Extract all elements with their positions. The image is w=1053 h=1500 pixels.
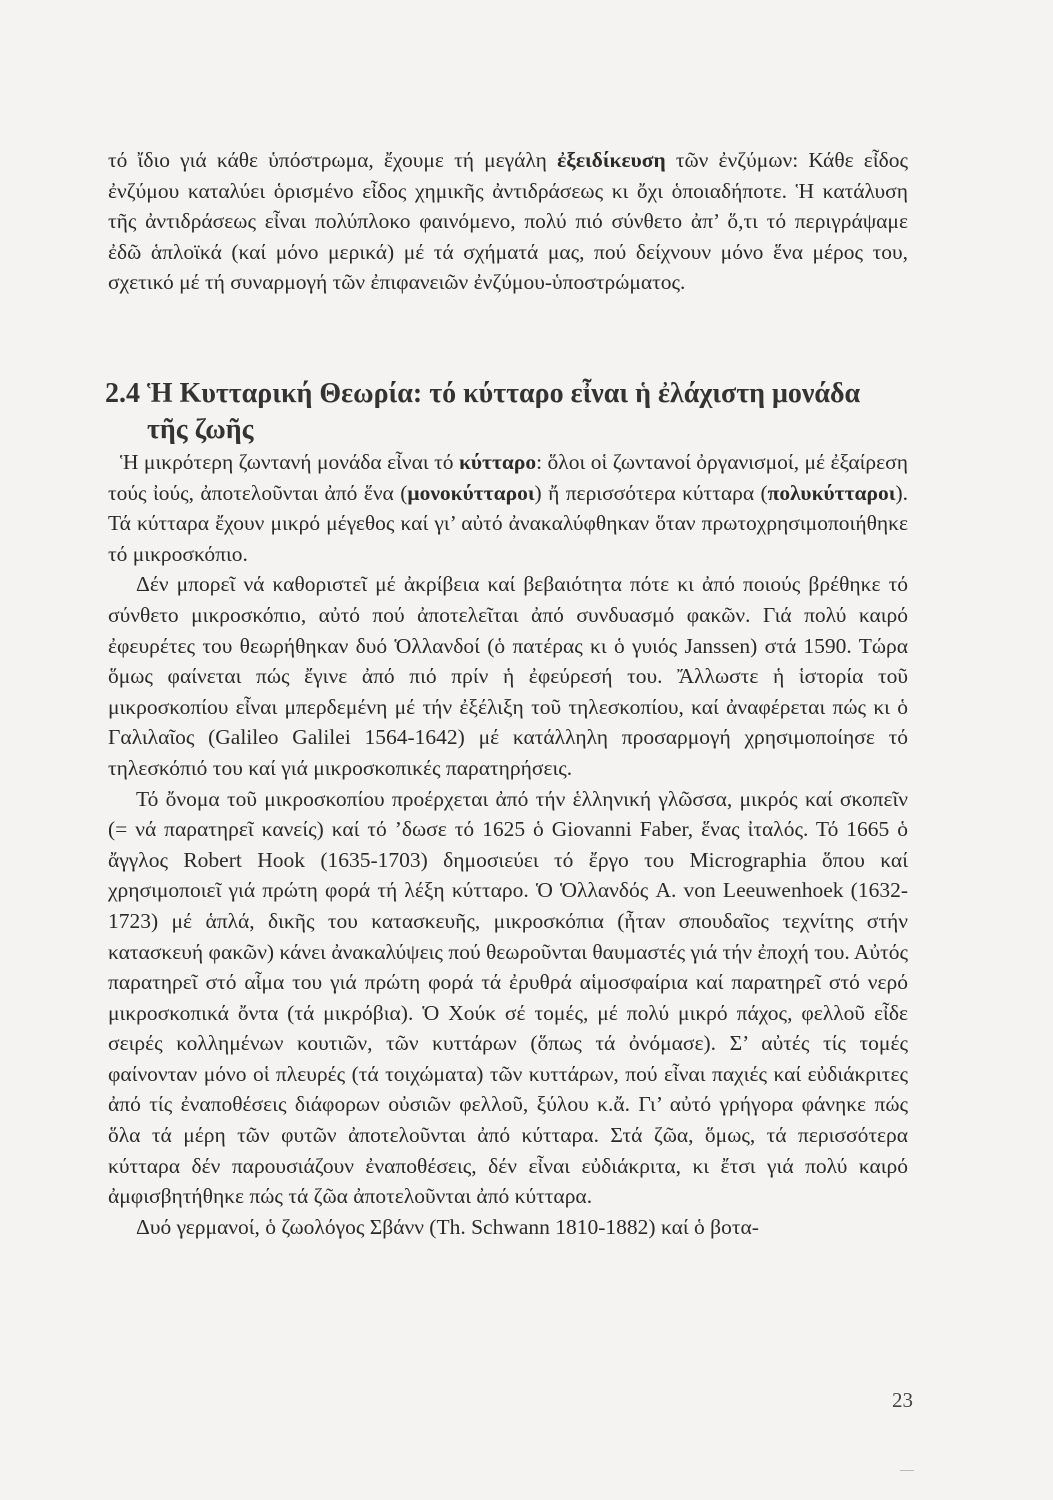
section-body bbox=[108, 447, 908, 1242]
section-title-line1: Ἡ Κυτταρική Θεωρία: τό κύτταρο εἶναι ἡ ἐλάχιστη μονάδα bbox=[147, 378, 861, 409]
paragraph-schwann: Δυό γερμανοί, ὁ ζωολόγος Σβάνν (Th. Schwann 1810-1882) καί ὁ βοτα- bbox=[136, 1214, 759, 1239]
bold-term-cell: κύτταρο bbox=[458, 450, 537, 474]
page-number: 23 bbox=[892, 1388, 913, 1412]
footer-mark bbox=[900, 1470, 914, 1471]
para1-text-1: Ἡ μικρότερη ζωντανή μονάδα εἶναι τό bbox=[120, 450, 459, 474]
para1-text-4: ). Τά κύτταρα ἔχουν μικρό μέγεθος καί γι’ αὐτό ἀνακαλύφθηκαν ὅταν πρωτοχρησιμοποιήθηκε τό μικροσκόπιο. bbox=[108, 480, 908, 566]
section-title-line2: τῆς ζωῆς bbox=[147, 414, 254, 445]
intro-text-part1: τό ἴδιο γιά κάθε ὑπόστρωμα, ἔχουμε τή μεγάλη bbox=[108, 148, 558, 172]
section-number: 2.4 bbox=[105, 378, 140, 409]
intro-text-part2: τῶν ἐνζύμων: Κάθε εἶδος ἐνζύμου καταλύει ὁρισμένο εἶδος χημικῆς ἀντιδράσεως κι ὄχι ὁποιαδήποτε. Ἡ κατάλυση τῆς ἀντιδράσεως εἶναι πολύπλοκο φαινόμενο, πολύ πιό σύνθετο ἀπ’ ὅ,τι τό περιγράψαμε ἐδῶ ἁπλοϊκά (καί μόνο μερικά) μέ τά σχήματά μας, πού δείχνουν μόνο ἕνα μέρος του, σχετικό μέ τή συναρμογή τῶν ἐπιφανειῶν ἐνζύμου-ὑποστρώματος. bbox=[108, 148, 908, 295]
paragraph-cell-definition bbox=[108, 447, 908, 569]
para1-text-2: : ὅλοι οἱ ζωντανοί ὀργανισμοί, μέ ἐξαίρεση τούς ἰούς, ἀποτελοῦνται ἀπό ἕνα ( bbox=[108, 450, 908, 505]
intro-paragraph bbox=[108, 145, 908, 298]
bold-term-specialization: ἐξειδίκευση bbox=[557, 148, 666, 172]
bold-term-unicellular: μονοκύτταροι bbox=[407, 480, 535, 505]
para1-text-3: ) ἤ περισσότερα κύτταρα ( bbox=[534, 480, 768, 505]
paragraph-microscope-history: Δέν μπορεῖ νά καθοριστεῖ μέ ἀκρίβεια καί βεβαιότητα πότε κι ἀπό ποιούς βρέθηκε τό σύνθετο μικροσκόπιο, αὐτό πού ἀποτελεῖται ἀπό συνδυασμό φακῶν. Γιά πολύ καιρό ἐφευρέτες του θεωρήθηκαν δυό Ὁλλανδοί (ὁ πατέρας κι ὁ γυιός Janssen) στά 1590. Τώρα ὅμως φαίνεται πώς ἔγινε ἀπό πιό πρίν ἡ ἐφεύρεσή του. Ἄλλωστε ἡ ἱστορία τοῦ μικροσκοπίου εἶναι μπερδεμένη μέ τήν ἐξέλιξη τοῦ τηλεσκοπίου, καί ἀναφέρεται πώς κι ὁ Γαλιλαῖος (Galileo Galilei 1564-1642) μέ κατάλληλη προσαρμογή χρησιμοποίησε τό τηλεσκόπιό του καί γιά μικροσκοπικές παρατηρήσεις. bbox=[108, 572, 908, 780]
paragraph-microscope-name: Τό ὄνομα τοῦ μικροσκοπίου προέρχεται ἀπό τήν ἑλληνική γλῶσσα, μικρός καί σκοπεῖν (= νά παρατηρεῖ κανείς) καί τό ’δωσε τό 1625 ὁ Giovanni Faber, ἕνας ἰταλός. Τό 1665 ὁ ἄγγλος Robert Hook (1635-1703) δημοσιεύει τό ἔργο του Micrographia ὅπου καί χρησιμοποιεῖ γιά πρώτη φορά τή λέξη κύτταρο. Ὁ Ὁλλανδός A. von Leeuwenhoek (1632-1723) μέ ἁπλά, δικῆς του κατασκευῆς, μικροσκόπια (ἦταν σπουδαῖος τεχνίτης στήν κατασκευή φακῶν) κάνει ἀνακαλύψεις πού θεωροῦνται θαυμαστές γιά τήν ἐποχή του. Αὐτός παρατηρεῖ στό αἷμα του γιά πρώτη φορά τά ἐρυθρά αἱμοσφαίρια καί παρατηρεῖ στό νερό μικροσκοπικά ὄντα (τά μικρόβια). Ὁ Χούκ σέ τομές, μέ πολύ μικρό πάχος, φελλοῦ εἶδε σειρές κολλημένων κουτιῶν, τῶν κυττάρων (ὅπως τά ὀνόμασε). Σ’ αὐτές τίς τομές φαίνονταν μόνο οἱ πλευρές (τά τοιχώματα) τῶν κυττάρων, πού εἶναι παχιές καί εὐδιάκριτες ἀπό τίς ἐναποθέσεις διάφορων οὐσιῶν φελλοῦ, ξύλου κ.ἄ. Γι’ αὐτό γρήγορα φάνηκε πώς ὅλα τά μέρη τῶν φυτῶν ἀποτελοῦνται ἀπό κύτταρα. Στά ζῶα, ὅμως, τά περισσότερα κύτταρα δέν παρουσιάζουν ἐναποθέσεις, δέν εἶναι εὐδιάκριτα, κι ἔτσι γιά πολύ καιρό ἀμφισβητήθηκε πώς τά ζῶα ἀποτελοῦνται ἀπό κύτταρα. bbox=[108, 786, 908, 1209]
bold-term-multicellular: πολυκύτταροι bbox=[767, 480, 896, 505]
section-heading bbox=[105, 376, 925, 448]
intro-text bbox=[108, 145, 908, 298]
